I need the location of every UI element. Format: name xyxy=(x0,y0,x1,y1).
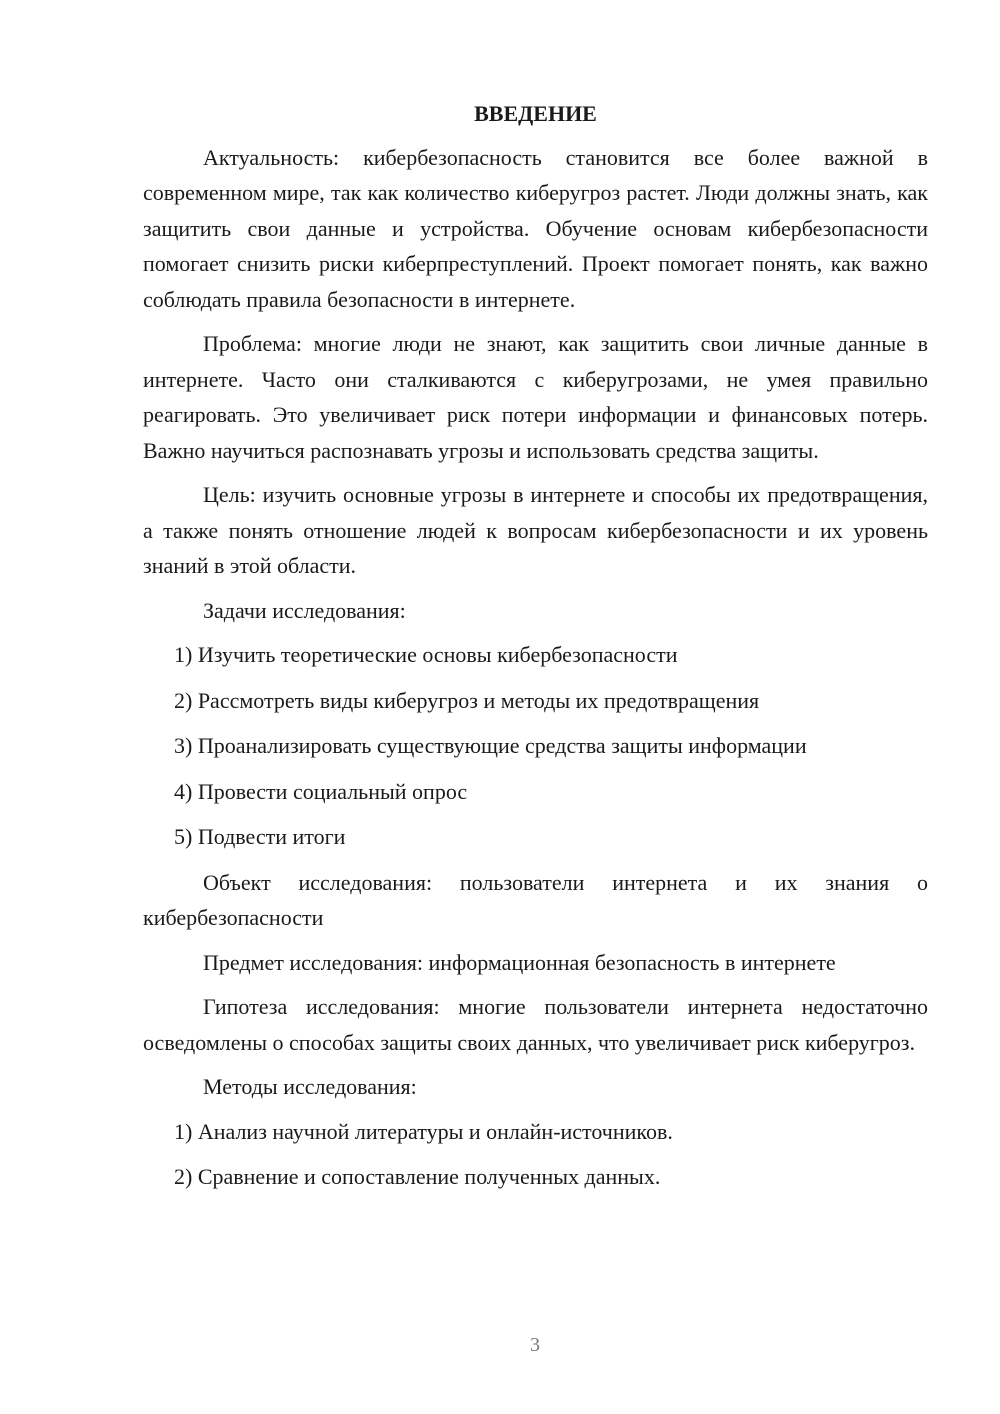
section-heading: ВВЕДЕНИЕ xyxy=(474,101,597,126)
tasks-title: Задачи исследования: xyxy=(203,597,406,623)
relevance-paragraph: Актуальность: кибербезопасность становится все более важной в современном мире, так как количество киберугроз растет. Люди должны знать, как защитить свои данные и устройства. Обучение основам кибербезопасности помогает снизить риски киберпреступлений. Проект помогает понять, как важно соблюдать правила безопасности в интернете. xyxy=(143,144,928,312)
list-item: 2) Сравнение и сопоставление полученных данных. xyxy=(174,1164,661,1189)
page-number: 3 xyxy=(530,1334,540,1356)
goal-paragraph: Цель: изучить основные угрозы в интернете и способы их предотвращения, а также понять отношение людей к вопросам кибербезопасности и их уровень знаний в этой области. xyxy=(143,482,928,578)
subject-paragraph: Предмет исследования: информационная безопасность в интернете xyxy=(203,949,836,975)
methods-list xyxy=(143,1114,928,1195)
document-page xyxy=(143,96,928,1205)
list-item: 2) Рассмотреть виды киберугроз и методы их предотвращения xyxy=(174,687,760,713)
list-item: 5) Подвести итоги xyxy=(174,824,346,849)
tasks-list xyxy=(143,637,928,855)
list-item: 3) Проанализировать существующие средства защиты информации xyxy=(174,733,807,758)
list-item: 1) Анализ научной литературы и онлайн-источников. xyxy=(174,1118,673,1144)
hypothesis-paragraph: Гипотеза исследования: многие пользователи интернета недостаточно осведомлены о способах защиты своих данных, что увеличивает риск киберугроз. xyxy=(143,994,928,1055)
list-item: 1) Изучить теоретические основы кибербезопасности xyxy=(174,642,678,667)
methods-title: Методы исследования: xyxy=(203,1074,417,1099)
object-paragraph: Объект исследования: пользователи интернета и их знания о кибербезопасности xyxy=(143,869,928,930)
problem-paragraph: Проблема: многие люди не знают, как защитить свои личные данные в интернете. Часто они сталкиваются с киберугрозами, не умея правильно реагировать. Это увеличивает риск потери информации и финансовых потерь. Важно научиться распознавать угрозы и использовать средства защиты. xyxy=(143,331,928,463)
list-item: 4) Провести социальный опрос xyxy=(174,778,468,804)
